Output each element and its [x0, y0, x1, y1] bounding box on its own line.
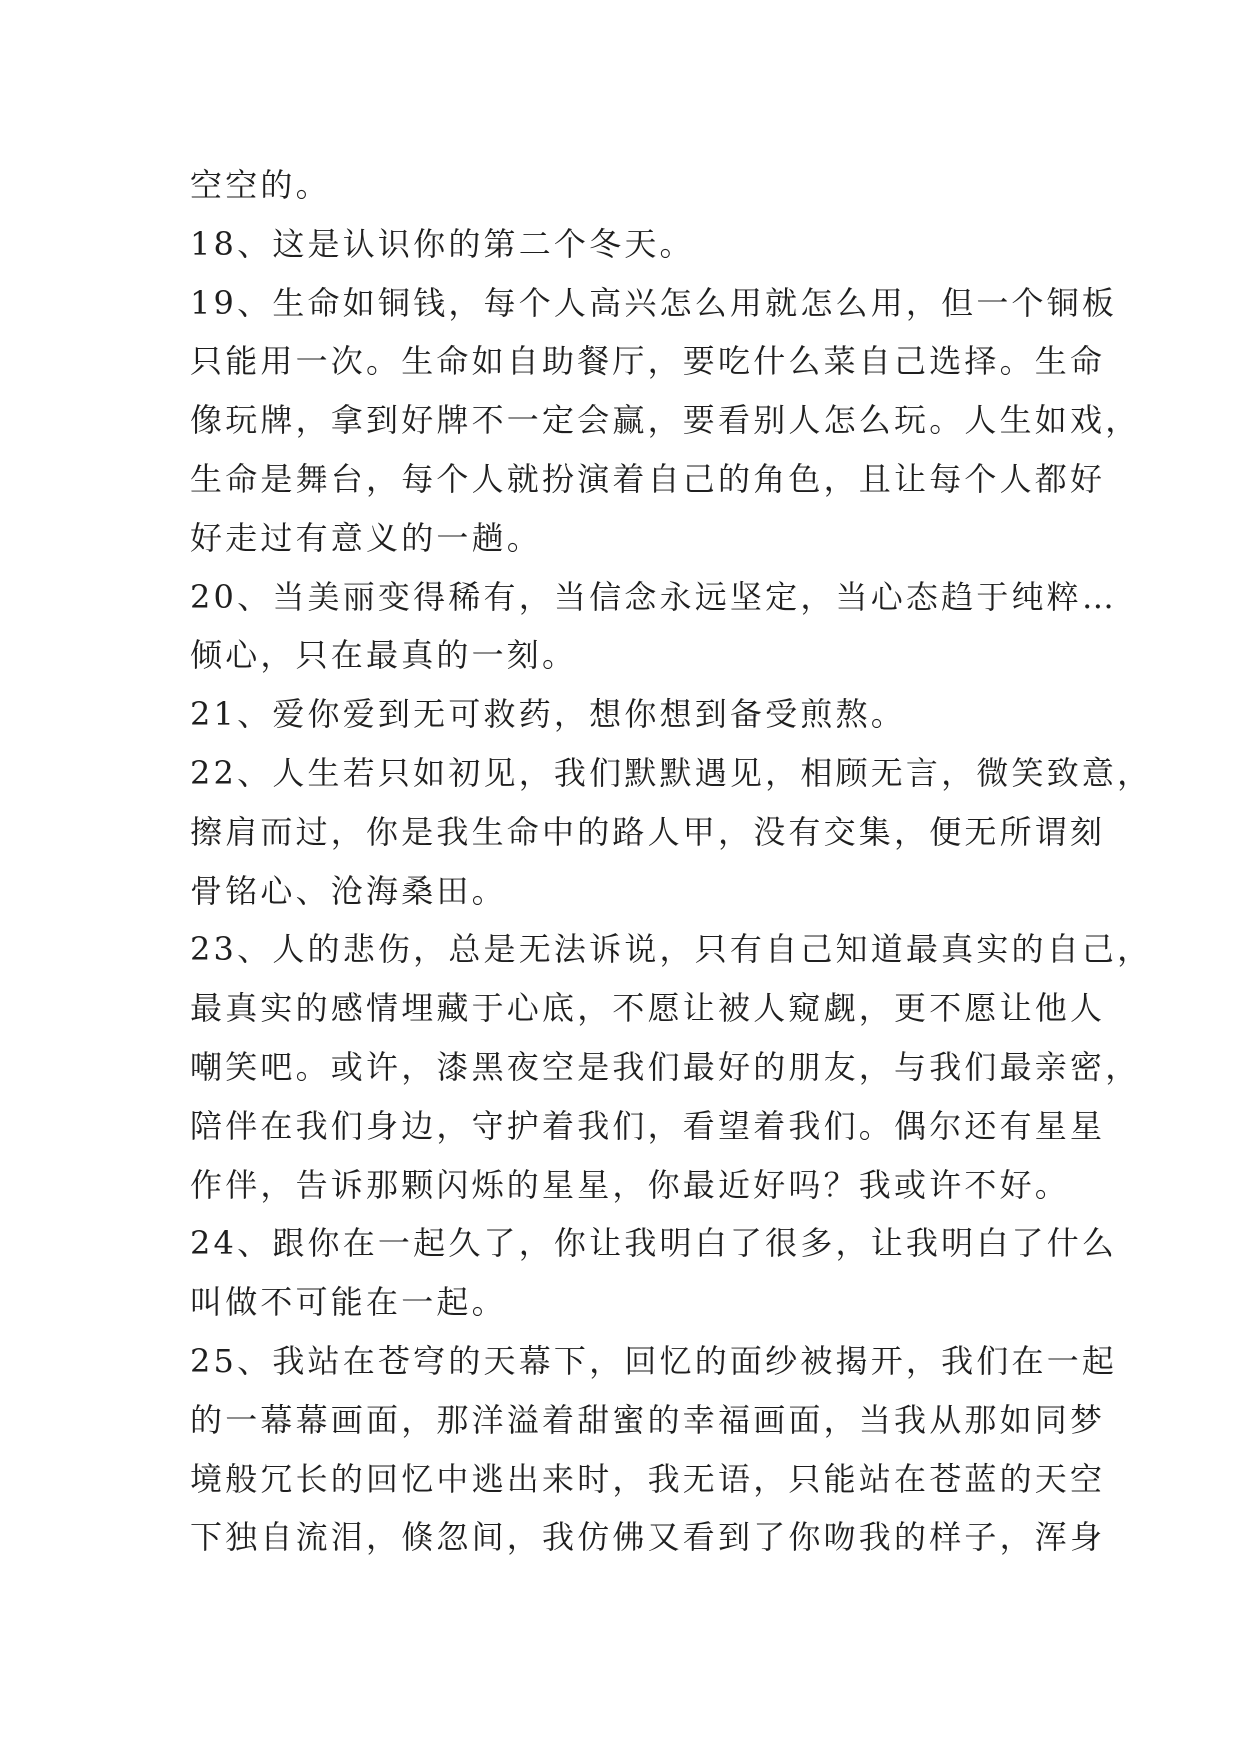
text-line: 倾心，只在最真的一刻。 — [190, 636, 578, 675]
text-line: 19、生命如铜钱，每个人高兴怎么用就怎么用，但一个铜板 — [190, 283, 1118, 322]
text-line: 叫做不可能在一起。 — [190, 1283, 507, 1322]
text-line: 最真实的感情埋藏于心底，不愿让被人窥觑，更不愿让他人 — [190, 989, 1106, 1028]
text-line: 22、人生若只如初见，我们默默遇见，相顾无言，微笑致意， — [190, 753, 1153, 792]
text-line: 23、人的悲伤，总是无法诉说，只有自己知道最真实的自己， — [190, 930, 1153, 969]
text-line: 像玩牌，拿到好牌不一定会赢，要看别人怎么玩。人生如戏， — [190, 401, 1141, 440]
text-line: 生命是舞台，每个人就扮演着自己的角色，且让每个人都好 — [190, 459, 1106, 498]
document-body — [190, 156, 1153, 1567]
text-line: 陪伴在我们身边，守护着我们，看望着我们。偶尔还有星星 — [190, 1106, 1106, 1145]
text-line: 下独自流泪，倏忽间，我仿佛又看到了你吻我的样子，浑身 — [190, 1518, 1106, 1557]
text-line: 的一幕幕画面，那洋溢着甜蜜的幸福画面，当我从那如同梦 — [190, 1400, 1106, 1439]
text-line: 骨铭心、沧海桑田。 — [190, 871, 507, 910]
text-line: 18、这是认识你的第二个冬天。 — [190, 224, 695, 263]
text-line: 境般冗长的回忆中逃出来时，我无语，只能站在苍蓝的天空 — [190, 1459, 1106, 1498]
text-line: 擦肩而过，你是我生命中的路人甲，没有交集，便无所谓刻 — [190, 812, 1106, 851]
text-line: 空空的。 — [190, 166, 331, 204]
text-line: 嘲笑吧。或许，漆黑夜空是我们最好的朋友，与我们最亲密， — [190, 1047, 1141, 1086]
text-line: 作伴，告诉那颗闪烁的星星，你最近好吗？我或许不好。 — [190, 1165, 1071, 1204]
text-line: 25、我站在苍穹的天幕下，回忆的面纱被揭开，我们在一起 — [190, 1341, 1118, 1380]
text-line: 好走过有意义的一趟。 — [190, 518, 543, 557]
text-line: 21、爱你爱到无可救药，想你想到备受煎熬。 — [190, 695, 906, 734]
text-line: 24、跟你在一起久了，你让我明白了很多，让我明白了什么 — [190, 1224, 1118, 1263]
text-line: 20、当美丽变得稀有，当信念永远坚定，当心态趋于纯粹… — [190, 577, 1118, 616]
text-line: 只能用一次。生命如自助餐厅，要吃什么菜自己选择。生命 — [190, 342, 1106, 381]
